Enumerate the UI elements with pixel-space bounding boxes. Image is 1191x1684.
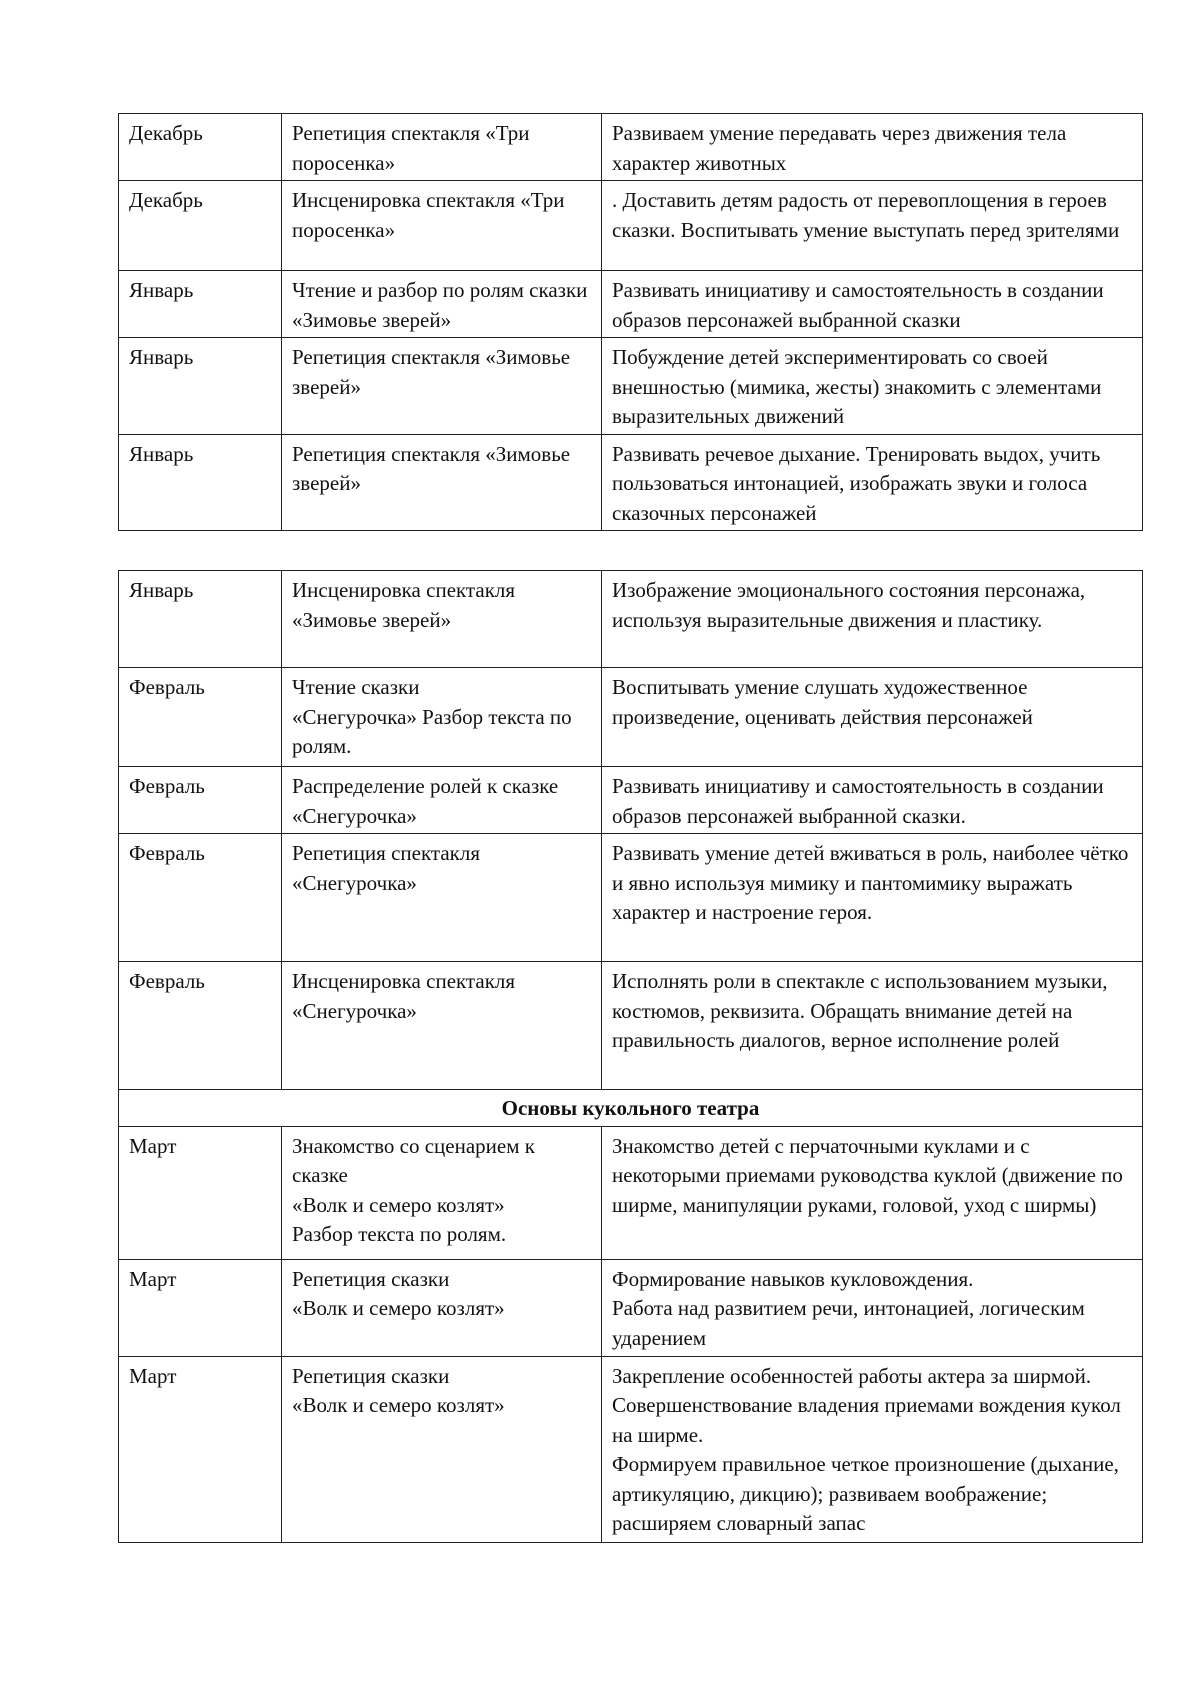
- plan-table-2: [118, 570, 1143, 1543]
- goal-cell: Развивать инициативу и самостоятельность в создании образов персонажей выбранной сказки.: [602, 767, 1143, 834]
- goal-cell: Изображение эмоционального состояния персонажа, используя выразительные движения и пластику.: [602, 571, 1143, 668]
- activity-cell: Знакомство со сценарием к сказке «Волк и семеро козлят» Разбор текста по ролям.: [282, 1126, 602, 1259]
- goal-cell: Развивать речевое дыхание. Тренировать выдох, учить пользоваться интонацией, изображать звуки и голоса сказочных персонажей: [602, 434, 1143, 531]
- plan-table-1-body: [119, 114, 1143, 531]
- table-row: [119, 434, 1143, 531]
- table-row: [119, 114, 1143, 181]
- table-row: [119, 834, 1143, 962]
- goal-cell: Побуждение детей экспериментировать со своей внешностью (мимика, жесты) знакомить с элементами выразительных движений: [602, 338, 1143, 435]
- section-title: Основы кукольного театра: [119, 1090, 1143, 1127]
- activity-cell: Репетиция сказки «Волк и семеро козлят»: [282, 1259, 602, 1356]
- month-cell: Февраль: [119, 834, 282, 962]
- activity-cell: Инсценировка спектакля «Снегурочка»: [282, 962, 602, 1090]
- month-cell: Март: [119, 1356, 282, 1542]
- goal-cell: Знакомство детей с перчаточными куклами и с некоторыми приемами руководства куклой (движение по ширме, манипуляции руками, головой, уход с ширмы): [602, 1126, 1143, 1259]
- table-row: [119, 1126, 1143, 1259]
- activity-cell: Инсценировка спектакля «Зимовье зверей»: [282, 571, 602, 668]
- activity-cell: Чтение и разбор по ролям сказки «Зимовье зверей»: [282, 271, 602, 338]
- table-row: [119, 338, 1143, 435]
- table-row: [119, 767, 1143, 834]
- month-cell: Декабрь: [119, 181, 282, 271]
- goal-cell: Закрепление особенностей работы актера за ширмой. Совершенствование владения приемами вождения кукол на ширме. Формируем правильное четкое произношение (дыхание, артикуляцию, дикцию); развиваем воображение; расширяем словарный запас: [602, 1356, 1143, 1542]
- goal-cell: Исполнять роли в спектакле с использованием музыки, костюмов, реквизита. Обращать внимание детей на правильность диалогов, верное исполнение ролей: [602, 962, 1143, 1090]
- activity-cell: Распределение ролей к сказке «Снегурочка»: [282, 767, 602, 834]
- activity-cell: Чтение сказки «Снегурочка» Разбор текста по ролям.: [282, 668, 602, 767]
- goal-cell: Развиваем умение передавать через движения тела характер животных: [602, 114, 1143, 181]
- month-cell: Январь: [119, 271, 282, 338]
- table-row: [119, 668, 1143, 767]
- activity-cell: Репетиция спектакля «Зимовье зверей»: [282, 434, 602, 531]
- goal-cell: Развивать умение детей вживаться в роль, наиболее чётко и явно используя мимику и пантомимику выражать характер и настроение героя.: [602, 834, 1143, 962]
- goal-cell: Формирование навыков кукловождения. Работа над развитием речи, интонацией, логическим ударением: [602, 1259, 1143, 1356]
- month-cell: Январь: [119, 571, 282, 668]
- table-row: [119, 271, 1143, 338]
- goal-cell: Развивать инициативу и самостоятельность в создании образов персонажей выбранной сказки: [602, 271, 1143, 338]
- goal-cell: Воспитывать умение слушать художественное произведение, оценивать действия персонажей: [602, 668, 1143, 767]
- month-cell: Март: [119, 1259, 282, 1356]
- month-cell: Февраль: [119, 767, 282, 834]
- month-cell: Январь: [119, 434, 282, 531]
- table-row: [119, 1259, 1143, 1356]
- table-row: [119, 1356, 1143, 1542]
- month-cell: Февраль: [119, 668, 282, 767]
- table-row: [119, 962, 1143, 1090]
- table-row: [119, 181, 1143, 271]
- month-cell: Март: [119, 1126, 282, 1259]
- section-row: [119, 1090, 1143, 1127]
- plan-table-1: [118, 113, 1143, 531]
- table-row: [119, 571, 1143, 668]
- activity-cell: Инсценировка спектакля «Три поросенка»: [282, 181, 602, 271]
- month-cell: Февраль: [119, 962, 282, 1090]
- activity-cell: Репетиция спектакля «Зимовье зверей»: [282, 338, 602, 435]
- activity-cell: Репетиция сказки «Волк и семеро козлят»: [282, 1356, 602, 1542]
- month-cell: Январь: [119, 338, 282, 435]
- month-cell: Декабрь: [119, 114, 282, 181]
- activity-cell: Репетиция спектакля «Снегурочка»: [282, 834, 602, 962]
- plan-table-2-body: [119, 571, 1143, 1543]
- activity-cell: Репетиция спектакля «Три поросенка»: [282, 114, 602, 181]
- goal-cell: . Доставить детям радость от перевоплощения в героев сказки. Воспитывать умение выступать перед зрителями: [602, 181, 1143, 271]
